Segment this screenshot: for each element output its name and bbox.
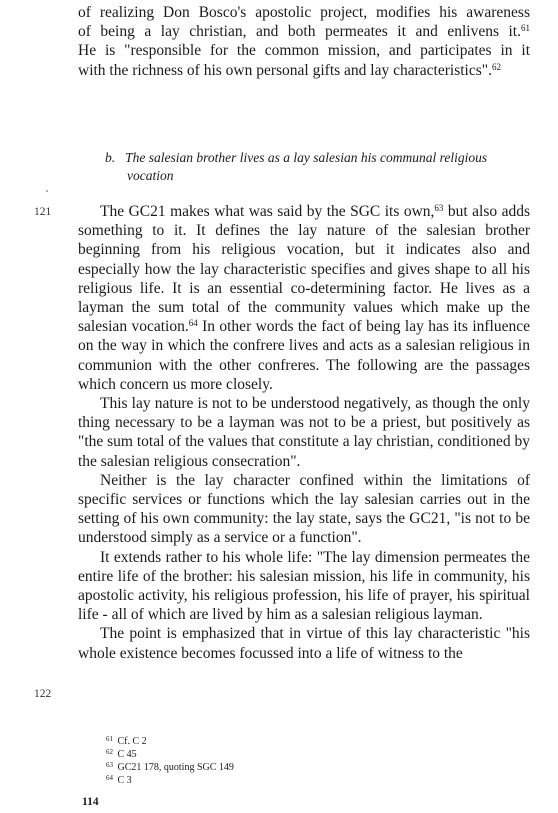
footnote-number: 61 xyxy=(106,735,113,743)
subheading-line-1: The salesian brother lives as a lay salesian his communal religious xyxy=(125,150,488,165)
intro-line-4 xyxy=(78,61,530,80)
subheading-letter: b. xyxy=(105,150,116,165)
footnote-ref-62: 62 xyxy=(491,61,501,72)
footnote-ref-61: 61 xyxy=(521,23,530,34)
footnote-text: Cf. C 2 xyxy=(117,736,147,747)
subheading-line-2: vocation xyxy=(127,168,174,183)
paragraph-neither: Neither is the lay character confined within the limitations of specific services or functions which the lay salesian carries out in the setting of his own community: the lay state, says the GC21, "is not to be understood simply as a service or a function". xyxy=(78,471,530,547)
footnote-63 xyxy=(106,761,234,774)
paragraph-extends: It extends rather to his whole life: "The lay dimension permeates the entire life of the brother: his salesian mission, his life in community, his apostolic activity, his religious profession, his life of prayer, his spiritual life - all of which are lived by him as a salesian religious layman. xyxy=(78,548,530,624)
footnotes xyxy=(106,735,234,787)
intro-line-1: of realizing Don Bosco's apostolic project, modifies his awareness xyxy=(78,4,530,21)
paragraph-lay-nature: This lay nature is not to be understood negatively, as though the only thing necessary to be a layman was not to be a priest, but positively as "the sum total of the values that constitute a lay christian, conditioned by the salesian religious consecration". xyxy=(78,395,530,470)
footnote-64 xyxy=(106,774,234,787)
section-subheading xyxy=(105,149,535,185)
intro-line-3: He is "responsible for the common mission, and participates in it xyxy=(78,42,530,60)
footnote-62 xyxy=(106,748,234,761)
footnote-text: C 45 xyxy=(117,749,137,760)
footnote-number: 63 xyxy=(106,761,113,769)
margin-number-122: 122 xyxy=(34,688,52,700)
main-body xyxy=(78,202,530,663)
footnote-number: 62 xyxy=(106,748,113,756)
footnote-ref-64: 64 xyxy=(188,318,198,329)
page-number: 114 xyxy=(82,796,99,808)
intro-line-4-text: with the richness of his own personal gifts and lay characteristics". xyxy=(78,61,492,79)
intro-line-2-text: of being a lay christian, and both permeates it and enlivens it. xyxy=(78,23,521,41)
intro-paragraph xyxy=(78,3,530,80)
footnote-ref-63: 63 xyxy=(434,203,444,213)
intro-line-2 xyxy=(78,22,530,41)
margin-number-121: 121 xyxy=(34,206,52,218)
footnote-text: GC21 178, quoting SGC 149 xyxy=(117,762,234,773)
paragraph-121-text-c: In other words the fact of being lay has its influence on the way in which the confrere lives and acts as a salesian religious in communion with the other confreres. The following are the passages which concern us more closely. xyxy=(78,318,530,393)
paragraph-122: The point is emphasized that in virtue of this lay characteristic "his whole existence becomes focussed into a life of witness to the xyxy=(78,625,530,662)
paragraph-121 xyxy=(78,202,530,394)
paragraph-121-text-a: The GC21 makes what was said by the SGC its own, xyxy=(100,203,435,220)
scan-speck xyxy=(46,190,48,192)
footnote-text: C 3 xyxy=(117,775,132,786)
paragraph-121-text-b: but also adds something to it. It defines the lay nature of the salesian brother beginning from his religious vocation, but it indicates also and especially how the lay characteristic specifies and gives shape to all his religious life. It is an essential co-determining factor. He lives as a layman the sum total of the community values which make up the salesian vocation. xyxy=(78,203,531,336)
footnote-61 xyxy=(106,735,234,748)
footnote-number: 64 xyxy=(106,774,113,782)
